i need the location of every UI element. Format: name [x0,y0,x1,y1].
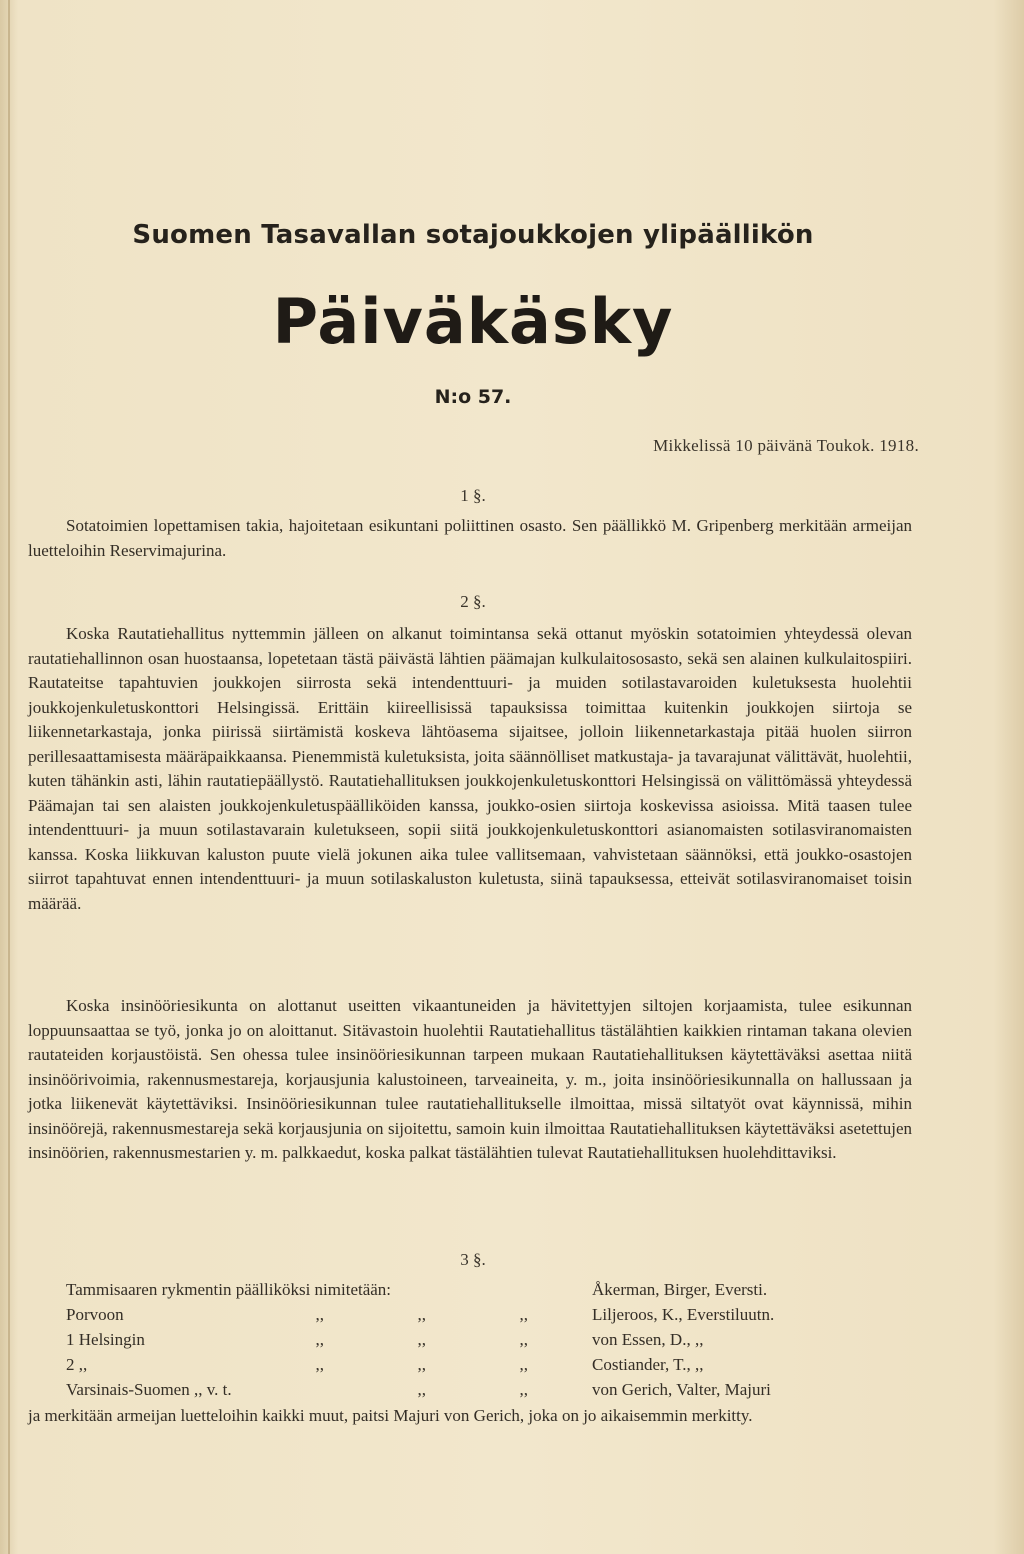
table-row [66,1355,852,1380]
appointment-cell: Varsinais-Suomen ,, v. t. [66,1380,232,1399]
appointment-cell: ,, [417,1380,426,1399]
appointment-cell: ,, [315,1305,324,1324]
section-2-paragraph-1: Koska Rautatiehallitus nyttemmin jälleen on alkanut toimintansa sekä ottanut myöskin sotatoimien yhteydessä olevan rautatiehallinnon osan huostaansa, lopetetaan tästä päivästä lähtien päämajan kulkulaitososasto, sekä sen alainen kulkulaitospiiri. Rautateitse tapahtuvien joukkojen siirrosta sekä intendenttuuri- ja muiden sotilastavaroiden kuletuksesta huolehtii joukkojenkuletuskonttori Helsingissä. Erittäin kiireellisissä tapauksissa toimittaa kuitenkin joukkojen siirtoja se liikennetarkastaja, jonka piirissä siirtämistä koskeva lähtöasema sijaitsee, jolloin liikennetarkastaja pitää huolen siirron perillesaattamisesta määräpaikkaansa. Pienemmistä kuletuksista, joita säännölliset matkustaja- ja tavarajunat välittävät, huolehtii, kuten tähänkin asti, lähin rautatiepäällystö. Rautatiehallituksen joukkojenkuletuskonttori Helsingissä on välittömässä yhteydessä Päämajan tai sen alaisten joukkojenkuletuspäälliköiden kanssa, joukko-osien siirtoja koskevissa asioissa. Mitä taasen tulee intendenttuuri- ja muun sotilastavarain kuletukseen, sopii siitä joukkojenkuletuskonttori asianomaisten sotilasviranomaisten kanssa. Koska liikkuvan kaluston puute vielä jokunen aika tulee vallitsemaan, vahvistetaan säännöksi, että joukko-osastojen siirrot tapahtuvat ennen intendenttuuri- ja muun sotilaskaluston kuletusta, siinä tapauksessa, etteivät sotilasviranomaiset toisin määrää. [28,624,912,913]
section-mark-2: 2 §. [460,592,486,611]
appointment-cell: ,, [519,1330,528,1349]
appointment-cell [528,1330,588,1355]
dateline: Mikkelissä 10 päivänä Toukok. 1918. [653,436,919,455]
section-3-closing: ja merkitään armeijan luetteloihin kaikki muut, paitsi Majuri von Gerich, joka on jo aikaisemmin merkitty. [28,1406,753,1425]
section-mark-3: 3 §. [460,1250,486,1269]
appointment-cell: 1 Helsingin [66,1330,145,1349]
document-title: Päiväkäsky [272,285,674,358]
table-row [66,1280,852,1305]
appointment-cell: von Gerich, Valter, Majuri [592,1380,771,1399]
appointment-cell: ,, [315,1355,324,1374]
table-row [66,1380,852,1405]
order-number: N:o 57. [434,386,512,408]
table-row [66,1330,852,1355]
appointment-cell: Costiander, T., ,, [592,1355,704,1374]
appointment-cell: ,, [315,1330,324,1349]
section-2-paragraph-2: Koska insinööriesikunta on alottanut useitten vikaantuneiden ja hävitettyjen siltojen korjaamista, tulee esikunnan loppuunsaattaa se työ, jonka jo on aloittanut. Sitävastoin huolehtii Rautatiehallitus tästälähtien kaikkien rintaman takana olevien rautateiden korjaustöistä. Sen ohessa tulee insinööriesikunnan tarpeen mukaan Rautatiehallituksen käytettäväksi asettaa niitä insinöörivoimia, rakennusmestareja, korjausjunia kalustoineen, tarveaineita, y. m., joita insinööriesikunnalla on hallussaan ja jotka liikenevät käytettäviksi. Insinööriesikunnan tulee rautatiehallitukselle ilmoittaa, missä siltatyöt ovat käynnissä, mihin insinöörejä, rakennusmestareja sekä korjausjunia on sijoitettu, samoin kuin ilmoittaa Rautatiehallituksen käytettäväksi asetettujen insinöörien, rakennusmestarien y. m. palkkaedut, koska palkat tästälähtien tulevat Rautatiehallituksen huolehdittaviksi. [28,996,912,1162]
appointment-cell: 2 ,, [66,1355,88,1374]
appointment-cell: Porvoon [66,1305,124,1324]
appointment-cell: ,, [519,1355,528,1374]
section-1-paragraph: Sotatoimien lopettamisen takia, hajoitetaan esikuntani poliittinen osasto. Sen päällikkö M. Gripenberg merkitään armeijan luetteloihin Reservimajurina. [28,516,912,560]
appointment-cell: von Essen, D., ,, [592,1330,704,1349]
table-row [66,1305,852,1330]
appointment-cell: Liljeroos, K., Everstiluutn. [592,1305,775,1324]
appointment-cell [528,1305,588,1330]
appointment-cell: Tammisaaren rykmentin päälliköksi nimitetään: [66,1280,392,1299]
appointment-cell: ,, [519,1380,528,1399]
appointment-cell: Åkerman, Birger, Eversti. [592,1280,768,1299]
appointment-cell: ,, [519,1305,528,1324]
appointment-cell [528,1380,588,1405]
appointment-cell: ,, [417,1305,426,1324]
appointments-table [66,1280,852,1405]
appointment-cell [528,1355,588,1380]
appointment-cell: ,, [417,1355,426,1374]
appointment-cell: ,, [417,1330,426,1349]
section-mark-1: 1 §. [460,486,486,505]
document-subtitle: Suomen Tasavallan sotajoukkojen ylipäällikön [132,220,814,250]
